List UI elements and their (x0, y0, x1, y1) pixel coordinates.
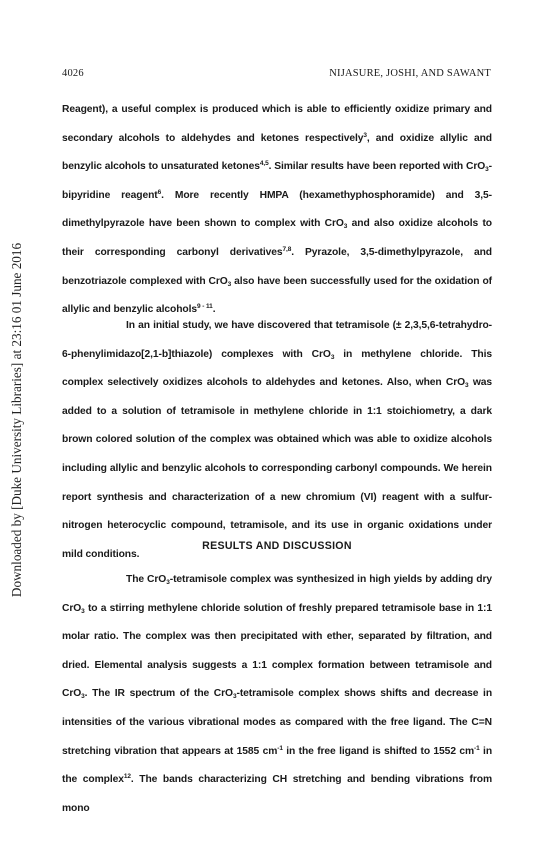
subscript: 3 (485, 166, 489, 174)
subscript: 3 (81, 693, 85, 701)
paragraph-intro-continued (62, 96, 492, 325)
unit-exponent: -1 (277, 744, 283, 752)
reference-marker: 4,5 (259, 160, 269, 168)
text-run: . More recently HMPA (hexamethyphosphoramide) and 3,5-dimethylpyrazole have been shown to complex with CrO (62, 189, 493, 230)
text-run: . Similar results have been reported with CrO (268, 161, 486, 173)
paragraph-results (62, 566, 492, 823)
text-run: in methylene chloride. This complex selectively oxidizes alcohols to aldehydes and ketones. Also, when CrO (62, 348, 492, 389)
subscript: 3 (465, 382, 469, 390)
section-heading: RESULTS AND DISCUSSION (202, 540, 352, 552)
text-run: . Pyrazole, 3,5-dimethylpyrazole, and benzotriazole complexed with CrO (62, 246, 492, 287)
text-run: -tetramisole complex was synthesized in high yields by adding dry CrO (62, 574, 493, 614)
text-run: In an initial study, we have discovered that tetramisole (± 2,3,5,6-tetrahydro-6-phenylimidazo[2,1-b]thiazole) complexes with CrO (62, 320, 492, 360)
text-run: and also oxidize alcohols to their corresponding carbonyl derivatives (62, 218, 492, 258)
text-run: The CrO (126, 574, 167, 585)
text-run: . The bands characterizing CH stretching and bending vibrations from mono (62, 774, 492, 814)
subscript: 3 (227, 280, 232, 288)
text-run: to a stirring methylene chloride solution of freshly prepared tetramisole base in 1:1 molar ratio. The complex was then precipitated with ether, separated by filtration, and dried. Elemental analysis suggests a 1:1 complex formation between tetramisole and CrO (62, 602, 492, 700)
download-watermark (6, 220, 28, 620)
subscript: 3 (330, 353, 335, 361)
reference-marker: 6 (157, 188, 162, 196)
text-run: -tetramisole complex shows shifts and decrease in intensities of the various vibrational modes as compared with the free ligand. The C=N stretching vibration that appears at 1585 cm (62, 688, 493, 757)
text-run: Reagent), a useful complex is produced which is able to efficiently oxidize primary and secondary alcohols to aldehydes and ketones respectively (62, 104, 492, 144)
reference-marker: 12 (123, 773, 131, 781)
text-run: in the free ligand is shifted to 1552 cm (282, 745, 475, 757)
text-run: . The IR spectrum of the CrO (84, 688, 233, 700)
text-run: also have been successfully used for the oxidation of allylic and benzylic alcohols (62, 275, 492, 316)
paragraph-initial-study (62, 312, 492, 569)
unit-exponent: -1 (474, 744, 480, 752)
page-number: 4026 (62, 68, 84, 79)
subscript: 3 (343, 223, 348, 231)
text-run: . (212, 304, 216, 316)
reference-marker: 9 - 11 (197, 303, 213, 311)
subscript: 3 (232, 693, 237, 701)
reference-marker: 7,8 (282, 245, 292, 253)
subscript: 3 (81, 607, 85, 615)
running-title: NIJASURE, JOSHI, AND SAWANT (329, 68, 491, 79)
reference-marker: 3 (363, 131, 367, 139)
subscript: 3 (166, 579, 170, 586)
text-run: in the complex (62, 745, 493, 786)
page-header (62, 68, 491, 79)
text-run: was added to a solution of tetramisole in methylene chloride in 1:1 stoichiometry, a dark brown colored solution of the complex was obtained which was able to oxidize alcohols including allylic and benzylic alcohols to corresponding carbonyl compounds. We herein report synthesis and characterization of a new chromium (VI) reagent with a sulfur-nitrogen heterocyclic compound, tetramisole, and its use in organic oxidations under mild conditions. (62, 377, 492, 560)
text-run: -bipyridine reagent (62, 161, 492, 201)
text-run: , and oxidize allylic and benzylic alcohols to unsaturated ketones (62, 132, 492, 173)
download-watermark-text: Downloaded by [Duke University Libraries] at 23:16 01 June 2016 (9, 242, 25, 598)
